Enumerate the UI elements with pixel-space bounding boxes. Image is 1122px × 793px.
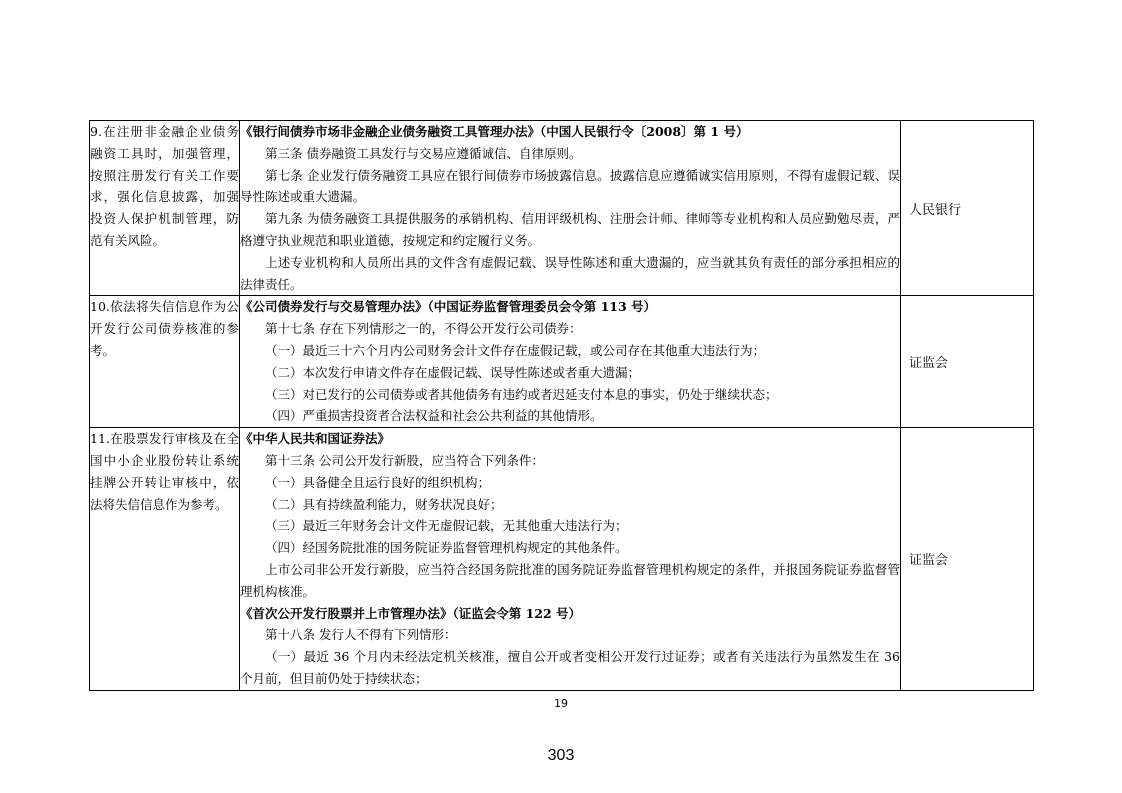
law-title: 《中华人民共和国证券法》 — [240, 431, 391, 447]
regulation-table — [89, 120, 1034, 691]
article-paragraph: （一）最近三十六个月内公司财务会计文件存在虚假记载，或公司存在其他重大违法行为； — [265, 342, 766, 358]
sheet-number: 303 — [547, 747, 575, 764]
article-paragraph: 第七条 企业发行债务融资工具应在银行间债券市场披露信息。披露信息应遵循诚实信用原则，不得有虚假记载、误导性陈述或重大遗漏。 — [240, 167, 900, 205]
page-number: 19 — [554, 697, 568, 710]
article-paragraph: 第九条 为债务融资工具提供服务的承销机构、信用评级机构、注册会计师、律师等专业机构和人员应勤勉尽责，严格遵守执业规范和职业道德，按规定和约定履行义务。 — [240, 211, 900, 248]
article-paragraph: （三）最近三年财务会计文件无虚假记载，无其他重大违法行为； — [265, 518, 628, 534]
law-title: 《公司债券发行与交易管理办法》（中国证券监督管理委员会令第 113 号） — [240, 299, 657, 315]
law-content-cell — [240, 121, 901, 296]
article-paragraph: 上述专业机构和人员所出具的文件含有虚假记载、误导性陈述和重大遗漏的，应当就其负有责任的部分承担相应的法律责任。 — [240, 254, 900, 292]
article-paragraph: （三）对已发行的公司债券或者其他债务有违约或者迟延支付本息的事实，仍处于继续状态； — [265, 386, 778, 402]
article-paragraph: 第十八条 发行人不得有下列情形： — [265, 627, 457, 643]
agency-cell: 证监会 — [901, 428, 1034, 691]
article-paragraph: 第十三条 公司公开发行新股，应当符合下列条件： — [265, 452, 544, 468]
law-content-cell — [240, 296, 901, 428]
law-title: 《首次公开发行股票并上市管理办法》（证监会令第 122 号） — [240, 605, 582, 621]
article-paragraph: （二）具有持续盈利能力，财务状况良好； — [265, 496, 503, 512]
article-paragraph: （四）严重损害投资者合法权益和社会公共利益的其他情形。 — [265, 408, 603, 424]
agency-cell: 证监会 — [901, 296, 1034, 428]
agency-cell: 人民银行 — [901, 121, 1034, 296]
article-paragraph: （一）具备健全且运行良好的组织机构； — [265, 474, 491, 490]
article-paragraph: （四）经国务院批准的国务院证券监督管理机构规定的其他条件。 — [265, 540, 628, 556]
article-paragraph: 第十七条 存在下列情形之一的，不得公开发行公司债券： — [265, 321, 582, 337]
law-title: 《银行间债券市场非金融企业债务融资工具管理办法》（中国人民银行令〔2008〕第 1 号） — [240, 124, 749, 139]
article-paragraph: 第三条 债券融资工具发行与交易应遵循诚信、自律原则。 — [265, 145, 582, 161]
topic-cell: 11.在股票发行审核及在全国中小企业股份转让系统挂牌公开转让审核中，依法将失信信息作为参考。 — [90, 428, 240, 691]
table-row — [90, 121, 1034, 296]
article-paragraph: （二）本次发行申请文件存在虚假记载、误导性陈述或者重大遗漏； — [265, 364, 641, 380]
table-row — [90, 296, 1034, 428]
article-paragraph: （一）最近 36 个月内未经法定机关核准，擅自公开或者变相公开发行过证券；或者有关违法行为虽然发生在 36 个月前，但目前仍处于持续状态； — [240, 649, 900, 686]
topic-cell: 10.依法将失信信息作为公开发行公司债券核准的参考。 — [90, 296, 240, 428]
topic-cell: 9.在注册非金融企业债务融资工具时，加强管理，按照注册发行有关工作要求，强化信息披露，加强投资人保护机制管理，防范有关风险。 — [90, 121, 240, 296]
article-paragraph: 上市公司非公开发行新股，应当符合经国务院批准的国务院证券监督管理机构规定的条件，并报国务院证券监督管理机构核准。 — [240, 561, 900, 599]
law-content-cell — [240, 428, 901, 691]
table-row — [90, 428, 1034, 691]
